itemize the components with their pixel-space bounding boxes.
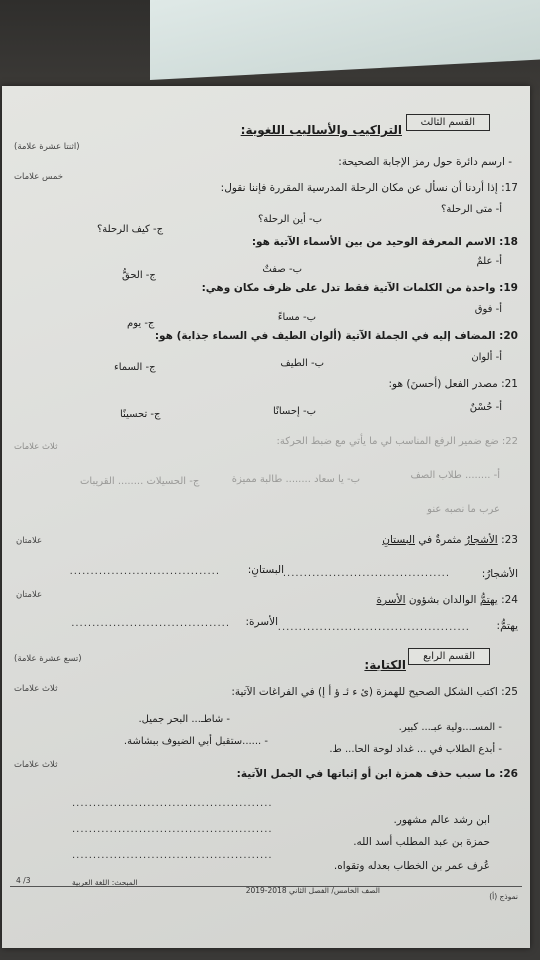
q17-stem: 17: إذا أردنا أن نسأل عن مكان الرحلة المدرسية المقررة فإننا نقول: [220, 182, 518, 194]
q18-option-b[interactable]: ب- صفتٌ [262, 264, 302, 275]
q21-option-a[interactable]: أ- حُسْنٌ [469, 402, 502, 413]
q20-stem: 20: المضاف إليه في الجملة الآتية (ألوان الطيف في السماء جذابة) هو: [154, 330, 518, 342]
q24-label-1: يهتمُّ: [496, 620, 518, 632]
q21-option-b[interactable]: ب- إحسانًا [273, 406, 316, 417]
section4-total: (تسع عشرة علامة) [14, 654, 82, 664]
footer-page: 3/ 4 [16, 876, 31, 885]
q24-word-2: الأسرة [376, 594, 406, 606]
section3-box: القسم الثالث [406, 114, 490, 131]
footer-grade: الصف الخامس/ الفصل الثاني 2018-2019 [245, 886, 380, 895]
q26-sentence-1: ابن رشد عالم مشهور. [393, 814, 490, 826]
q18-option-a[interactable]: أ- علمٌ [476, 256, 502, 267]
q23-label-2: البستانِ: [247, 564, 284, 576]
q19-option-b[interactable]: ب- مساءً [277, 312, 316, 323]
q25-sentence-1[interactable]: - المسـ...ولية عبـ... كبير. [398, 722, 502, 733]
q23-marks: علامتان [16, 536, 43, 546]
q22-option-c[interactable]: ج- الحسيلات ........ القريبات [80, 476, 200, 487]
q26-answer-2[interactable]: ................................................ [72, 824, 273, 835]
q17-option-c[interactable]: ج- كيف الرحلة؟ [97, 224, 164, 235]
exam-page [2, 86, 530, 948]
q26-answer-3[interactable]: ................................................ [72, 850, 273, 861]
q21-option-c[interactable]: ج- تحسينًا [120, 409, 161, 420]
q18-stem: 18: الاسم المعرفة الوحيد من بين الأسماء الآتية هو: [251, 236, 518, 248]
q23-word-1: الأشجارُ [464, 534, 498, 546]
q22-option-a[interactable]: أ- ........ طلاب الصف [410, 470, 500, 481]
q20-option-a[interactable]: أ- ألوان [471, 352, 502, 363]
section3-instruction: - ارسم دائرة حول رمز الإجابة الصحيحة: [338, 156, 512, 168]
q24-answer-1[interactable]: .............................................. [277, 622, 470, 633]
section4-box: القسم الرابع [408, 648, 490, 665]
q22-option-b[interactable]: ب- يا سعاد ........ طالبة مميزة [231, 474, 360, 485]
section4-title: الكتابة: [364, 658, 406, 672]
q23-word-2: البستانِ [382, 534, 415, 546]
instruction-marks: خمس علامات [14, 172, 63, 182]
q26-marks: ثلاث علامات [14, 760, 58, 770]
footer-model: نموذج (أ) [489, 892, 518, 901]
q21-stem: 21: مصدر الفعل (أحسنَ) هو: [388, 378, 518, 390]
q17-option-b[interactable]: ب- أين الرحلة؟ [257, 214, 322, 225]
q26-sentence-3: عُرف عمر بن الخطاب بعدله وتقواه. [333, 860, 490, 872]
footer-subject: المبحث: اللغة العربية [72, 878, 138, 887]
section3-total: (اثنتا عشرة علامة) [14, 142, 80, 152]
q25-stem: 25: اكتب الشكل الصحيح للهمزة (ئ ء ئـ ؤ أ إ) في الفراغات الآتية: [231, 686, 518, 698]
q19-option-c[interactable]: ج- يوم [127, 318, 155, 329]
q26-sentence-2: حمزة بن عبد المطلب أسد الله. [353, 836, 490, 848]
q20-option-c[interactable]: ج- السماء [114, 362, 156, 373]
q24-answer-2[interactable]: ...................................... [71, 618, 230, 629]
q22-stem: 22: ضع ضمير الرفع المناسب لي ما يأتي مع ضبط الحركة: [276, 436, 518, 447]
q23-label-1: الأشجارُ: [481, 568, 518, 580]
q23-answer-2[interactable]: .................................... [69, 566, 220, 577]
q25-sentence-4[interactable]: - ......ستقبل أبي الضيوف ببشاشة. [123, 736, 268, 747]
q19-stem: 19: واحدة من الكلمات الآتية فقط تدل على ظرف مكان وهي: [201, 282, 518, 294]
q24-stem: 24: يهتمُّ الوالدان بشؤون الأسرة [376, 594, 518, 606]
q19-option-a[interactable]: أ- فوق [474, 304, 502, 315]
q25-marks: ثلاث علامات [14, 684, 58, 694]
q24-marks: علامتان [16, 590, 43, 600]
q25-sentence-2: - شاطـ... البحر جميل. [138, 714, 230, 725]
q22-marks: ثلاث علامات [14, 442, 58, 452]
q26-stem: 26: ما سبب حذف همزة ابن أو إثباتها في الجمل الآتية: [236, 768, 518, 780]
q24-label-2: الأسرة: [245, 616, 278, 628]
q26-answer-1[interactable]: ................................................ [72, 798, 273, 809]
q25-sentence-3[interactable]: - أبدع الطلاب في ... غداد لوحة الحا... ط. [329, 744, 502, 755]
q20-option-b[interactable]: ب- الطيف [280, 358, 324, 369]
q22-option-d: عرب ما نصبه عنو [427, 504, 500, 515]
q23-stem: 23: الأشجارُ مثمرةٌ في البستانِ [382, 534, 518, 546]
section3-title: التراكيب والأساليب اللغوية: [240, 123, 402, 137]
q23-answer-1[interactable]: ........................................ [282, 568, 450, 579]
q24-word-1: يهتمُّ [479, 594, 498, 606]
q18-option-c[interactable]: ج- الحقُّ [122, 270, 156, 281]
q17-option-a[interactable]: أ- متى الرحلة؟ [441, 204, 502, 215]
